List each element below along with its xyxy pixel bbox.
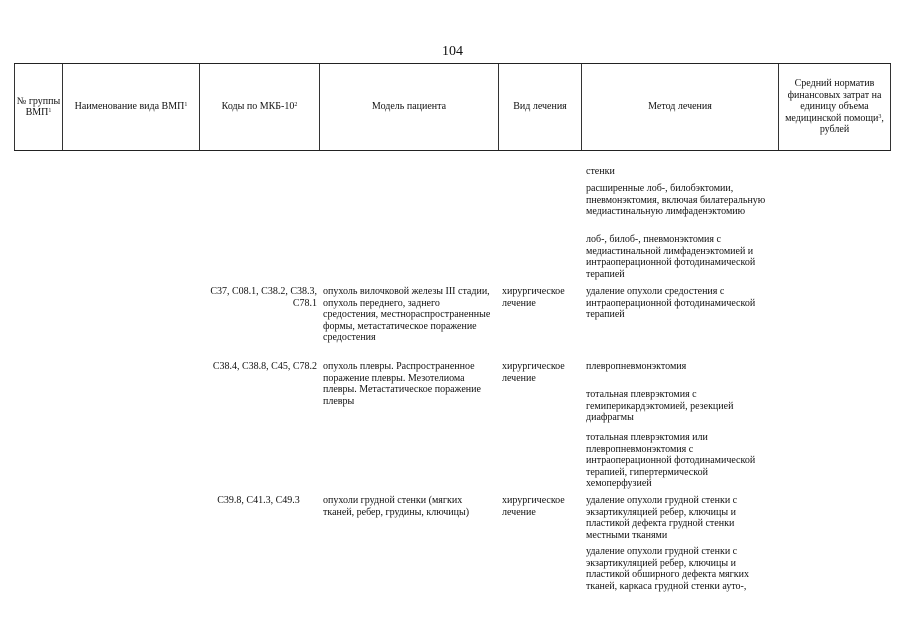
header-name: Наименование вида ВМП$^1$ bbox=[74, 101, 188, 113]
row-model: опухоли грудной стенки (мягких тканей, ребер, грудины, ключицы) bbox=[323, 495, 470, 518]
method-item: тотальная плеврэктомия или плевропневмонэктомия с интраоперационной фотодинамической терапией, гипертермической хемоперфузией bbox=[586, 432, 756, 489]
header-codes: Коды по МКБ-$10^2$ bbox=[221, 101, 298, 113]
header-treatment-type: Вид лечения bbox=[513, 101, 567, 113]
row-treatment: хирургическое лечение bbox=[502, 361, 565, 384]
row-model: опухоль вилочковой железы III стадии, опухоль переднего, заднего средостения, местнораспространенные формы, метастатическое поражение средостения bbox=[323, 286, 491, 343]
method-item: расширенные лоб-, билобэктомии, пневмонэктомия, включая билатеральную медиастинальную лимфаденэктомию bbox=[586, 183, 766, 217]
row-codes: C37, C08.1, C38.2, C38.3, C78.1 bbox=[210, 286, 317, 309]
header-group-no: № группы ВМП$^1$ bbox=[16, 95, 61, 118]
method-item: удаление опухоли грудной стенки с экзартикуляцией ребер, ключицы и пластикой дефекта грудной стенки местными тканями bbox=[586, 495, 738, 541]
row-model: опухоль плевры. Распространенное поражение плевры. Мезотелиома плевры. Метастатическое поражение плевры bbox=[323, 361, 481, 407]
header-norm: Средний норматив финансовых затрат на единицу объема медицинской помощи$^3$, рублей bbox=[785, 78, 884, 136]
method-item: плевропневмонэктомия bbox=[586, 361, 687, 372]
page-number: 104 bbox=[442, 44, 463, 59]
row-treatment: хирургическое лечение bbox=[502, 286, 565, 309]
method-item: стенки bbox=[586, 166, 615, 177]
method-item: тотальная плеврэктомия с гемиперикардэктомией, резекцией диафрагмы bbox=[586, 389, 734, 423]
method-item: лоб-, билоб-, пневмонэктомия с медиастинальной лимфаденэктомией и интраоперационной фотодинамической терапией bbox=[586, 234, 756, 280]
row-codes: C39.8, C41.3, C49.3 bbox=[217, 495, 300, 506]
col-sep-7 bbox=[890, 64, 891, 150]
header-method: Метод лечения bbox=[648, 101, 712, 113]
row-treatment: хирургическое лечение bbox=[502, 495, 565, 518]
method-item: удаление опухоли средостения с интраоперационной фотодинамической терапией bbox=[586, 286, 756, 320]
header-bottom-rule bbox=[14, 150, 891, 151]
row-codes: C38.4, C38.8, C45, C78.2 bbox=[212, 361, 317, 372]
header-model: Модель пациента bbox=[371, 101, 447, 113]
method-item: удаление опухоли грудной стенки с экзартикуляцией ребер, ключицы и пластикой обширного дефекта мягких тканей, каркаса грудной стенки ауто-, bbox=[586, 546, 749, 592]
